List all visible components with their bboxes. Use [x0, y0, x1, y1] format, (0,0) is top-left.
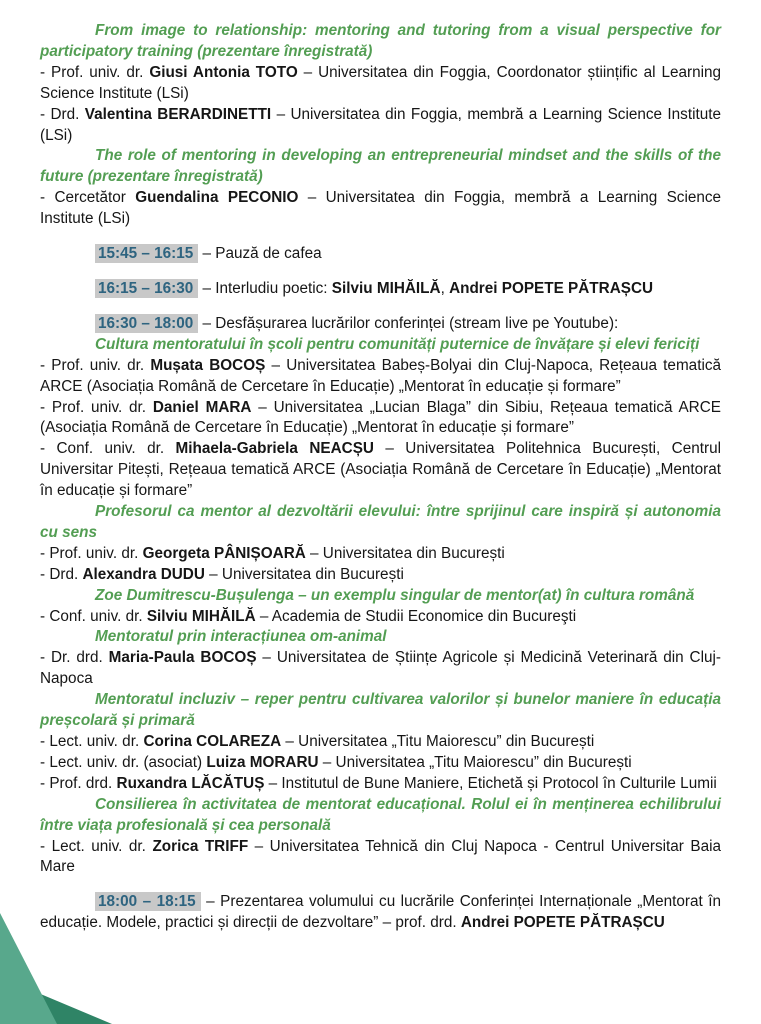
person-name: Zorica TRIFF — [152, 837, 249, 855]
person-name: Corina COLAREZA — [143, 733, 282, 750]
text-run: – Pauză de cafea — [198, 245, 322, 263]
session-title: Consilierea în activitatea de mentorat educațional. Rolul ei în menținerea echilibrului între viața profesională și cea personală — [40, 795, 721, 834]
speaker-entry — [40, 63, 721, 105]
text-run: - Prof. univ. dr. — [40, 398, 153, 416]
spacer — [40, 230, 721, 244]
text-run: – Universitatea Babeș-Bolyai din Cluj-Napoca, Rețeaua tematică ARCE (Asociația Română de Cercetare în Educație) „Mentorat în educație și formare” — [40, 356, 721, 395]
text-run: - Prof. univ. dr. — [40, 63, 150, 81]
speaker-entry — [40, 648, 721, 690]
text-run: – Universitatea Tehnică din Cluj Napoca - Centrul Universitar Baia Mare — [40, 837, 721, 876]
schedule-row — [40, 279, 721, 300]
person-name: Silviu MIHĂILĂ — [331, 279, 441, 297]
person-name: Maria-Paula BOCOȘ — [108, 649, 257, 667]
person-name: Alexandra DUDU — [82, 565, 205, 583]
speaker-entry — [40, 837, 721, 879]
speaker-entry — [40, 398, 721, 440]
speaker-entry — [40, 356, 721, 398]
speaker-entry — [40, 753, 721, 774]
program-content — [40, 21, 721, 934]
text-run: - Lect. univ. dr. — [40, 733, 144, 750]
person-name: Ruxandra LĂCĂTUȘ — [116, 774, 265, 792]
speaker-entry — [40, 188, 721, 230]
time-badge: 16:15 – 16:30 — [95, 279, 198, 298]
text-run: – Universitatea Politehnica București, Centrul Universitar Pitești, Rețeaua tematică ARCE (Asociația Română de Cercetare în Educație) „Mentorat în educație și formare” — [40, 440, 721, 500]
person-name: Valentina BERARDINETTI — [84, 105, 272, 123]
text-run: – Universitatea din București — [305, 544, 505, 562]
session-title: Zoe Dumitrescu-Bușulenga – un exemplu singular de mentor(at) în cultura română — [95, 586, 695, 604]
text-run: , — [440, 279, 450, 297]
text-run: – Universitatea „Titu Maiorescu” din București — [318, 753, 632, 771]
speaker-entry — [40, 439, 721, 502]
text-run: – Universitatea din Foggia, Coordonator științific al Learning Science Institute (LSi) — [40, 63, 721, 102]
person-name: Silviu MIHĂILĂ — [146, 607, 256, 625]
text-run: - Dr. drd. — [40, 649, 109, 667]
person-name: Luiza MORARU — [206, 753, 319, 771]
time-badge: 18:00 – 18:15 — [95, 892, 201, 911]
text-run: - Prof. univ. dr. — [40, 356, 151, 374]
time-badge: 15:45 – 16:15 — [95, 244, 198, 263]
speaker-entry — [40, 732, 721, 753]
person-name: Georgeta PÂNIȘOARĂ — [142, 544, 306, 562]
spacer — [40, 878, 721, 892]
spacer — [40, 300, 721, 314]
text-run: - Conf. univ. dr. — [40, 440, 176, 458]
text-run: – Institutul de Bune Maniere, Etichetă și Protocol în Culturile Lumii — [264, 774, 717, 792]
person-name: Giusi Antonia TOTO — [149, 63, 298, 81]
text-run: – Universitatea „Lucian Blaga” din Sibiu, Rețeaua tematică ARCE (Asociația Română de Cercetare în Educație) „Mentorat în educație și formare” — [40, 398, 721, 437]
person-name: Mihaela-Gabriela NEACȘU — [175, 440, 374, 458]
schedule-row — [40, 244, 721, 265]
spacer — [40, 265, 721, 279]
session-title: The role of mentoring in developing an entrepreneurial mindset and the skills of the future (prezentare înregistrată) — [40, 147, 721, 186]
text-run: – Prezentarea volumului cu lucrările Conferinței Internaționale „Mentorat în educație. Modele, practici și direcții de dezvoltare” – prof. drd. — [40, 893, 721, 932]
text-run: - Lect. univ. dr. — [40, 837, 153, 855]
person-name: Andrei POPETE PĂTRAȘCU — [460, 914, 665, 932]
session-title: Mentoratul prin interacțiunea om-animal — [95, 628, 387, 646]
speaker-entry — [40, 774, 721, 795]
speaker-entry — [40, 607, 721, 628]
text-run: - Prof. univ. dr. — [40, 544, 143, 562]
session-title: Profesorul ca mentor al dezvoltării elevului: între sprijinul care inspiră și autonomia cu sens — [40, 503, 721, 541]
speaker-entry — [40, 544, 721, 565]
text-run: – Universitatea „Titu Maiorescu” din București — [281, 733, 595, 750]
text-run: – Academia de Studii Economice din Bucureşti — [255, 607, 577, 625]
speaker-entry — [40, 565, 721, 586]
person-name: Andrei POPETE PĂTRAȘCU — [449, 279, 654, 297]
text-run: - Lect. univ. dr. (asociat) — [40, 753, 207, 771]
text-run: - Cercetător — [40, 189, 136, 207]
session-title: From image to relationship: mentoring and tutoring from a visual perspective for participatory training (prezentare înregistrată) — [40, 22, 721, 60]
text-run: – Universitatea din București — [204, 565, 404, 583]
speaker-entry — [40, 105, 721, 147]
text-run: – Universitatea de Științe Agricole și Medicină Veterinară din Cluj-Napoca — [40, 649, 721, 688]
text-run: – Desfășurarea lucrărilor conferinței (stream live pe Youtube): — [198, 314, 619, 332]
person-name: Daniel MARA — [152, 398, 252, 416]
person-name: Mușata BOCOȘ — [150, 356, 266, 374]
person-name: Guendalina PECONIO — [135, 189, 299, 207]
schedule-row — [40, 314, 721, 335]
session-title: Cultura mentoratului în școli pentru comunități puternice de învățare și elevi fericiți — [95, 335, 700, 353]
session-title: Mentoratul incluziv – reper pentru cultivarea valorilor și bunelor maniere în educația preșcolară și primară — [40, 691, 721, 730]
schedule-row — [40, 892, 721, 934]
text-run: – Universitatea din Foggia, membră a Learning Science Institute (LSi) — [40, 189, 722, 228]
text-run: - Prof. drd. — [40, 774, 117, 792]
text-run: - Drd. — [40, 565, 83, 583]
text-run: – Universitatea din Foggia, membră a Learning Science Institute (LSi) — [40, 105, 721, 144]
text-run: – Interludiu poetic: — [198, 279, 332, 297]
text-run: - Drd. — [40, 105, 85, 123]
text-run: - Conf. univ. dr. — [40, 607, 147, 625]
corner-accent-triangle — [0, 909, 130, 1024]
time-badge: 16:30 – 18:00 — [95, 314, 198, 333]
